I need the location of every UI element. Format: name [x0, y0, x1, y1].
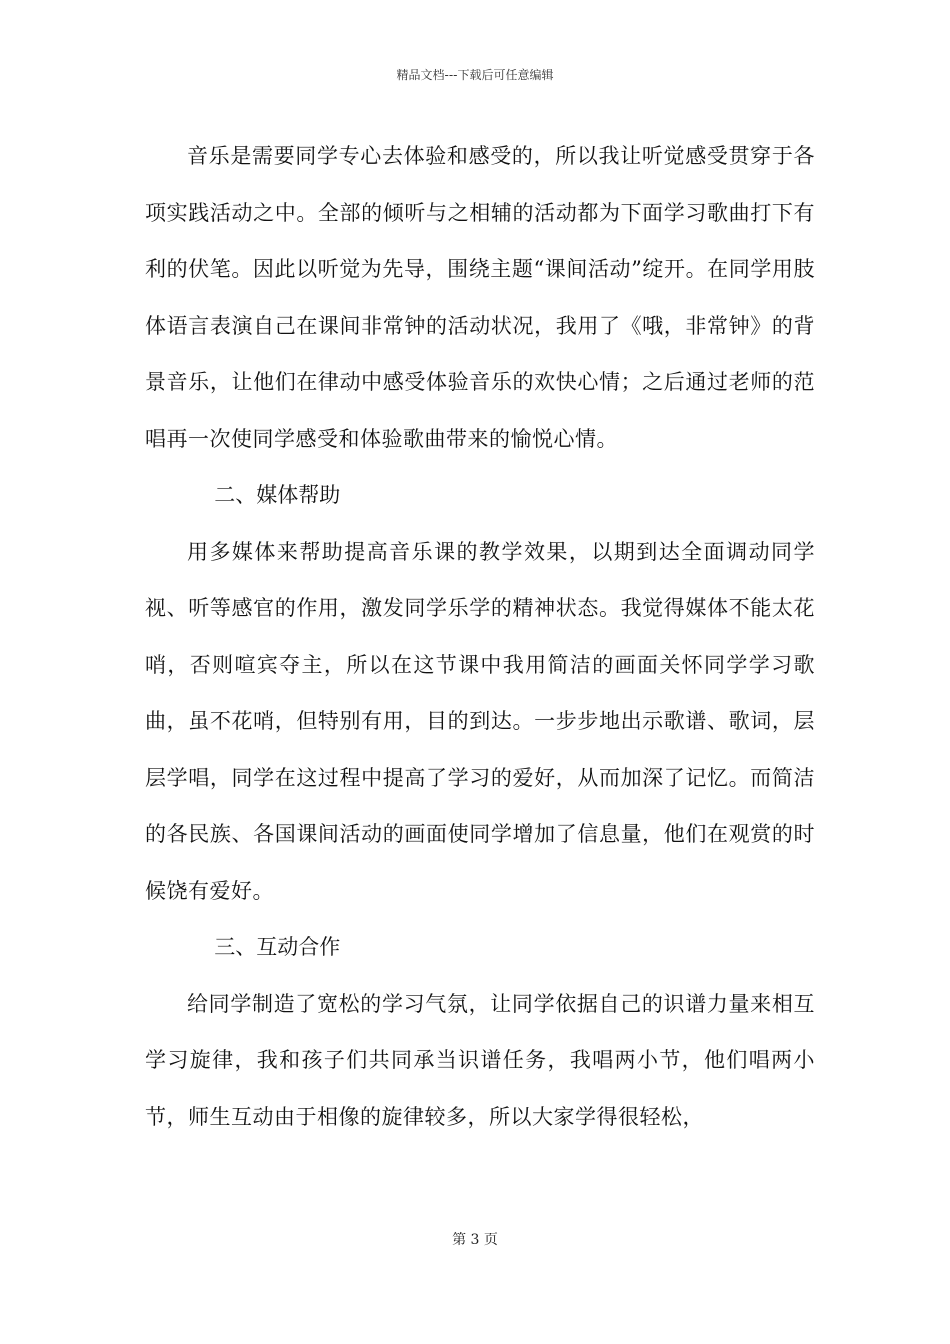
document-body	[145, 128, 815, 1145]
paragraph-listening: 音乐是需要同学专心去体验和感受的，所以我让听觉感受贯穿于各项实践活动之中。全部的倾听与之相辅的活动都为下面学习歌曲打下有利的伏笔。因此以听觉为先导，围绕主题“课间活动”绽开。在同学用肢体语言表演自己在课间非常钟的活动状况，我用了《哦，非常钟》的背景音乐，让他们在律动中感受体验音乐的欢快心情；之后通过老师的范唱再一次使同学感受和体验歌曲带来的愉悦心情。	[145, 144, 815, 451]
paragraph-media: 用多媒体来帮助提高音乐课的教学效果，以期到达全面调动同学视、听等感官的作用，激发同学乐学的精神状态。我觉得媒体不能太花哨，否则喧宾夺主，所以在这节课中我用简洁的画面关怀同学学习歌曲，虽不花哨，但特别有用，目的到达。一步步地出示歌谱、歌词，层层学唱，同学在这过程中提高了学习的爱好，从而加深了记忆。而简洁的各民族、各国课间活动的画面使同学增加了信息量，他们在观赏的时候饶有爱好。	[145, 539, 815, 903]
section-heading-media: 二、媒体帮助	[214, 483, 341, 507]
page-header: 精品文档---下载后可任意编辑	[396, 68, 554, 82]
page-number: 第 3 页	[452, 1232, 498, 1248]
section-heading-interaction: 三、互动合作	[214, 935, 341, 959]
paragraph-interaction: 给同学制造了宽松的学习气氛，让同学依据自己的识谱力量来相互学习旋律，我和孩子们共同承当识谱任务，我唱两小节，他们唱两小节，师生互动由于相像的旋律较多，所以大家学得很轻松，	[145, 991, 815, 1129]
